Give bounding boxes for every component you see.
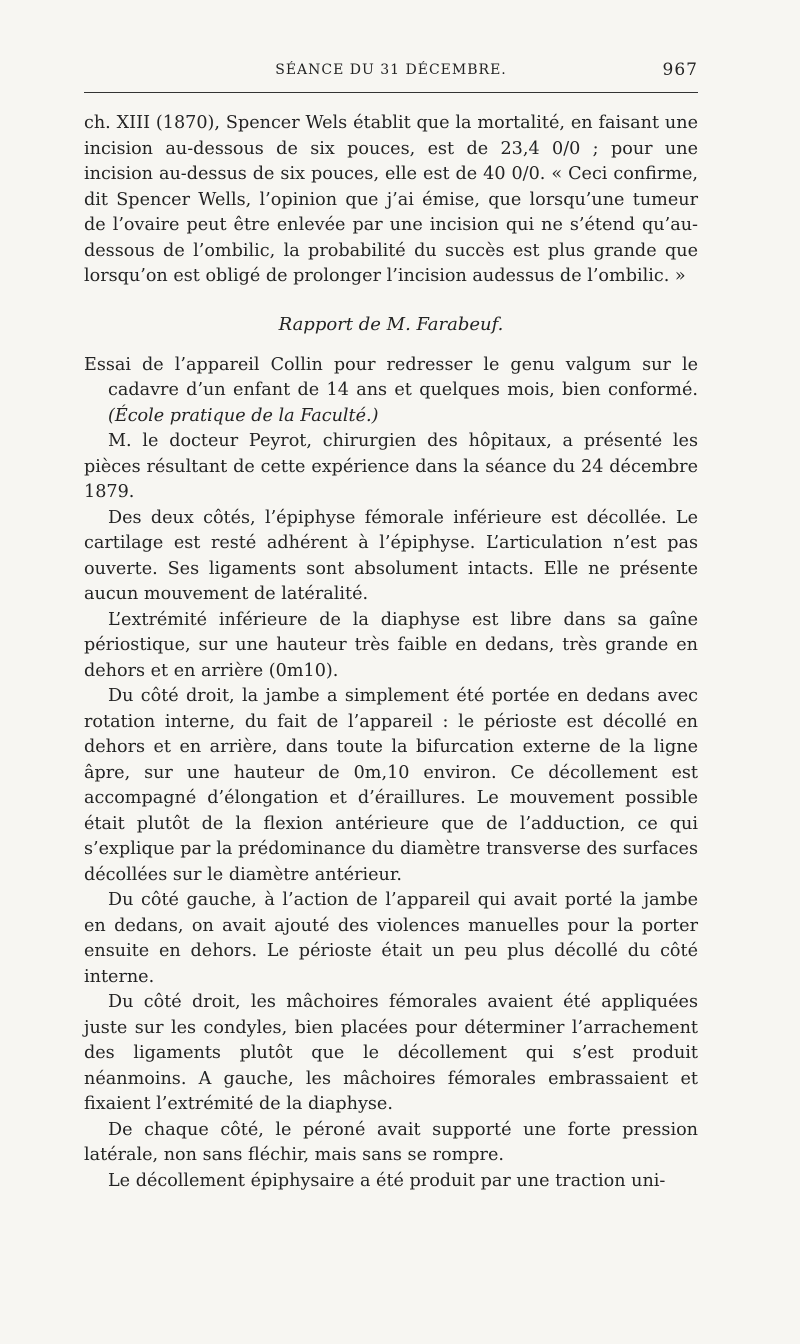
paragraph: L’extrémité inférieure de la diaphyse est libre dans sa gaîne périostique, sur une hauteur très faible en dedans, très grande en dehors et en arrière (0m10). xyxy=(84,609,698,681)
paragraph: Le décollement épiphysaire a été produit par une traction uni- xyxy=(108,1170,666,1191)
book-page xyxy=(84,60,698,1194)
page-number: 967 xyxy=(662,60,698,80)
paragraph: Du côté droit, les mâchoires fémorales avaient été appliquées juste sur les condyles, bien placées pour déterminer l’arrachement des ligaments plutôt que le décollement qui s’est produit néanmoins. A gauche, les mâchoires fémorales embrassaient et fixaient l’extrémité de la diaphyse. xyxy=(84,992,698,1114)
paragraph: De chaque côté, le péroné avait supporté une forte pression latérale, non sans fléchir, mais sans se rompre. xyxy=(84,1119,698,1165)
running-head xyxy=(84,60,698,88)
section-intro-source: (École pratique de la Faculté.) xyxy=(108,405,379,426)
header-rule xyxy=(84,92,698,93)
paragraph: Du côté droit, la jambe a simplement été portée en dedans avec rotation interne, du fait de l’appareil : le périoste est décollé en dehors et en arrière, dans toute la bifurcation externe de la ligne âpre, sur une hauteur de 0m,10 environ. Ce décollement est accompagné d’élongation et d’éraillures. Le mouvement possible était plutôt de la flexion antérieure que de l’adduction, ce qui s’explique par la prédominance du diamètre transverse des surfaces décollées sur le diamètre antérieur. xyxy=(84,686,698,885)
section-intro xyxy=(84,353,698,430)
paragraph: Du côté gauche, à l’action de l’appareil qui avait porté la jambe en dedans, on avait ajouté des violences manuelles pour la porter ensuite en dehors. Le périoste était un peu plus décollé du côté interne. xyxy=(84,890,698,987)
paragraph: M. le docteur Peyrot, chirurgien des hôpitaux, a présenté les pièces résultant de cette expérience dans la séance du 24 décembre 1879. xyxy=(84,431,698,502)
paragraph-continued: ch. XIII (1870), Spencer Wels établit que la mortalité, en faisant une incision au-dessous de six pouces, est de 23,4 0/0 ; pour une incision au-dessus de six pouces, elle est de 40 0/0. « Ceci confirme, dit Spencer Wells, l’opinion que j’ai émise, que lorsqu’une tumeur de l’ovaire peut être enlevée par une incision qui ne s’étend qu’au-dessous de l’ombilic, la probabilité du succès est plus grande que lorsqu’on est obligé de prolonger l’incision audessus de l’ombilic. » xyxy=(84,113,698,286)
section-intro-text: Essai de l’appareil Collin pour redresser le genu valgum sur le cadavre d’un enfant de 14 ans et quelques mois, bien conformé. xyxy=(84,354,698,400)
running-title: SÉANCE DU 31 DÉCEMBRE. xyxy=(275,62,507,78)
paragraph: Des deux côtés, l’épiphyse fémorale inférieure est décollée. Le cartilage est resté adhérent à l’épiphyse. L’articulation n’est pas ouverte. Ses ligaments sont absolument intacts. Elle ne présente aucun mouvement de latéralité. xyxy=(84,507,698,604)
section-title: Rapport de M. Farabeuf. xyxy=(278,313,504,335)
